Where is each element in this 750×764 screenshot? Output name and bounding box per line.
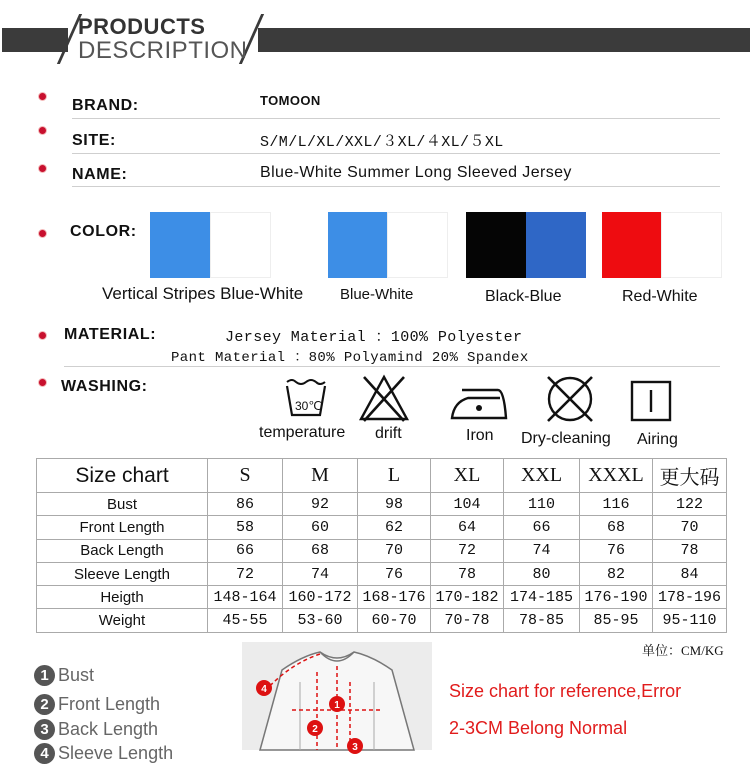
material-pant: Pant Material ：80% Polyamind 20% Spandex: [171, 350, 529, 366]
color-swatch[interactable]: [464, 210, 588, 280]
bullet-icon: [38, 126, 47, 135]
iron-low-icon: [448, 384, 510, 424]
unit-note: 单位：CM/KG: [642, 643, 724, 658]
bullet-icon: [38, 229, 47, 238]
divider: [64, 366, 720, 367]
color-label: COLOR:: [70, 223, 137, 240]
bullet-icon: [38, 331, 47, 340]
washing-label: WASHING:: [61, 378, 148, 395]
site-label: SITE:: [72, 132, 116, 149]
diagram-marker: 2: [312, 724, 318, 735]
table-header-cell: XXL: [504, 459, 580, 493]
color-option-label: Red-White: [622, 288, 698, 305]
diagram-marker: 1: [334, 700, 340, 711]
table-cell: Sleeve Length: [37, 562, 208, 585]
table-row: [37, 562, 727, 585]
table-cell: 76: [580, 539, 653, 562]
divider: [72, 153, 720, 154]
table-cell: 174-185: [504, 586, 580, 609]
table-cell: 122: [653, 493, 727, 516]
no-dry-clean-icon: [539, 373, 601, 425]
table-cell: 64: [431, 516, 504, 539]
drip-dry-icon: [630, 380, 672, 422]
name-value: Blue-White Summer Long Sleeved Jersey: [260, 164, 572, 181]
table-cell: 70: [358, 539, 431, 562]
table-cell: 85-95: [580, 609, 653, 632]
name-label: NAME:: [72, 166, 128, 183]
table-row: [37, 586, 727, 609]
table-cell: 160-172: [283, 586, 358, 609]
table-cell: 98: [358, 493, 431, 516]
legend-label: Front Length: [58, 694, 161, 714]
table-cell: 84: [653, 562, 727, 585]
table-cell: 70: [653, 516, 727, 539]
brand-label: BRAND:: [72, 97, 139, 114]
table-cell: Weight: [37, 609, 208, 632]
table-cell: 78: [431, 562, 504, 585]
table-cell: 70-78: [431, 609, 504, 632]
table-header-cell: Size chart: [37, 459, 208, 493]
swatch-right: [661, 212, 722, 278]
table-cell: 92: [283, 493, 358, 516]
table-cell: 72: [431, 539, 504, 562]
swatch-left: [602, 212, 661, 278]
table-cell: 58: [208, 516, 283, 539]
table-cell: 104: [431, 493, 504, 516]
table-cell: 116: [580, 493, 653, 516]
header-bar-right: [258, 28, 750, 52]
table-header-cell: L: [358, 459, 431, 493]
table-cell: 60: [283, 516, 358, 539]
table-cell: Back Length: [37, 539, 208, 562]
swatch-right: [387, 212, 448, 278]
table-cell: 74: [283, 562, 358, 585]
table-cell: 53-60: [283, 609, 358, 632]
legend-item: [34, 694, 160, 715]
legend-label: Sleeve Length: [58, 743, 174, 763]
note-line2: 2-3CM Belong Normal: [449, 718, 628, 738]
table-row: [37, 493, 727, 516]
table-row: [37, 516, 727, 539]
color-swatch[interactable]: [326, 210, 450, 280]
number-badge-icon: 2: [34, 694, 55, 715]
number-badge-icon: 3: [34, 719, 55, 740]
table-cell: 78: [653, 539, 727, 562]
table-header-cell: M: [283, 459, 358, 493]
table-cell: 74: [504, 539, 580, 562]
table-row: [37, 609, 727, 632]
table-cell: 176-190: [580, 586, 653, 609]
page-title: [78, 16, 248, 63]
table-cell: 60-70: [358, 609, 431, 632]
site-value: S/M/L/XL/XXL/３XL/４XL/５XL: [260, 134, 504, 151]
table-header-cell: XL: [431, 459, 504, 493]
size-chart-table: [36, 458, 727, 633]
legend-label: Back Length: [58, 719, 159, 739]
swatch-right: [210, 212, 272, 278]
table-cell: Heigth: [37, 586, 208, 609]
table-cell: 68: [580, 516, 653, 539]
page-title-line2: DESCRIPTION: [78, 37, 248, 64]
number-badge-icon: 4: [34, 743, 55, 764]
washing-icon-label: Airing: [637, 431, 678, 448]
table-cell: 45-55: [208, 609, 283, 632]
no-bleach-icon: [358, 373, 410, 423]
washing-icon-label: drift: [375, 425, 402, 442]
diagram-marker: 4: [261, 684, 267, 695]
color-option-label: Blue-White: [340, 286, 414, 303]
table-cell: 95-110: [653, 609, 727, 632]
color-option-label: Vertical Stripes Blue-White: [102, 284, 304, 303]
table-cell: 76: [358, 562, 431, 585]
table-cell: 66: [504, 516, 580, 539]
note-line1: Size chart for reference,Error: [449, 681, 682, 701]
material-jersey: Jersey Material ：100% Polyester: [225, 329, 523, 346]
table-header-row: [37, 459, 727, 493]
legend-item: [34, 719, 158, 740]
table-cell: 62: [358, 516, 431, 539]
divider: [72, 118, 720, 119]
table-cell: Front Length: [37, 516, 208, 539]
number-badge-icon: 1: [34, 665, 55, 686]
table-cell: 82: [580, 562, 653, 585]
bullet-icon: [38, 92, 47, 101]
washing-icon-label: Dry-cleaning: [521, 430, 611, 447]
swatch-left: [328, 212, 387, 278]
table-row: [37, 539, 727, 562]
bullet-icon: [38, 164, 47, 173]
table-cell: 72: [208, 562, 283, 585]
bullet-icon: [38, 378, 47, 387]
table-cell: Bust: [37, 493, 208, 516]
color-swatch[interactable]: [600, 210, 724, 280]
swatch-right: [526, 212, 586, 278]
jersey-diagram: [242, 642, 432, 753]
header-bar-left: [2, 28, 68, 52]
legend-label: Bust: [58, 665, 95, 685]
table-cell: 86: [208, 493, 283, 516]
table-cell: 66: [208, 539, 283, 562]
color-swatch[interactable]: [148, 210, 273, 280]
page-title-line1: PRODUCTS: [78, 14, 206, 39]
brand-value: TOMOON: [260, 93, 321, 108]
table-header-cell: 更大码: [653, 459, 727, 493]
table-cell: 110: [504, 493, 580, 516]
washing-icon-label: Iron: [466, 427, 494, 444]
table-cell: 68: [283, 539, 358, 562]
legend-item: [34, 743, 173, 764]
table-cell: 78-85: [504, 609, 580, 632]
wash-temp: 30℃: [295, 399, 322, 413]
table-cell: 170-182: [431, 586, 504, 609]
swatch-left: [466, 212, 526, 278]
washing-icon-label: temperature: [259, 424, 346, 441]
table-header-cell: XXXL: [580, 459, 653, 493]
table-header-cell: S: [208, 459, 283, 493]
table-cell: 148-164: [208, 586, 283, 609]
color-option-label: Black-Blue: [485, 288, 562, 305]
table-cell: 178-196: [653, 586, 727, 609]
diagram-marker: 3: [352, 742, 358, 753]
material-label: MATERIAL:: [64, 326, 157, 343]
swatch-left: [150, 212, 210, 278]
table-cell: 80: [504, 562, 580, 585]
table-cell: 168-176: [358, 586, 431, 609]
legend-item: [34, 665, 94, 686]
divider: [72, 186, 720, 187]
